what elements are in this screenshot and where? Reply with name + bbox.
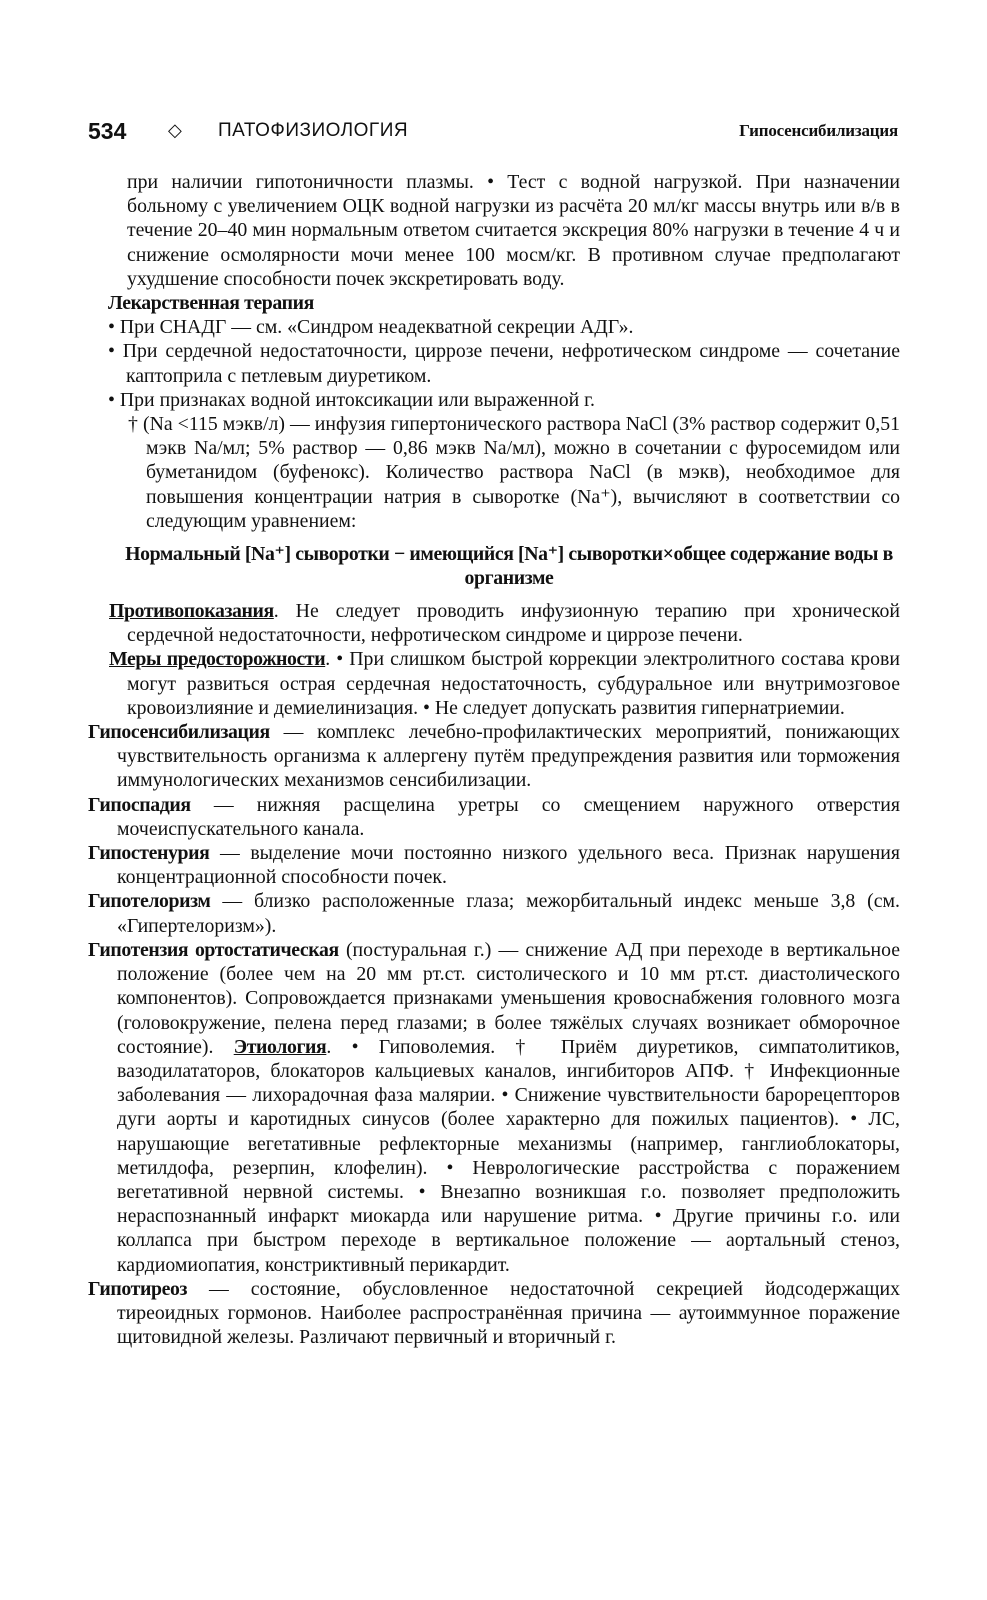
- therapy-item: • При сердечной недостаточности, циррозе печени, нефротическом синдроме — сочетание каптоприла с петлевым диуретиком.: [108, 340, 900, 387]
- entry-term: Гипостенурия: [88, 842, 210, 865]
- dictionary-entry: [88, 889, 900, 937]
- dictionary-entry: [88, 1277, 900, 1350]
- entry-term: Гипотелоризм: [88, 890, 211, 913]
- entry-text: — нижняя расщелина уретры со смещением наружного отверстия мочеиспускательного канала.: [117, 793, 900, 840]
- continuation-paragraph: при наличии гипотоничности плазмы. • Тест с водной нагрузкой. При назначении больному с увеличением ОЦК водной нагрузки из расчёта 20 мл/кг массы внутрь или в/в в течение 20–40 мин нормальным ответом считается экскреция 80% нагрузки в течение 4 ч и снижение осмолярности мочи менее 100 мосм/кг. В противном случае предполагают ухудшение способности почек экскретировать воду.: [127, 171, 900, 290]
- precautions-label: Меры предосторожности: [109, 648, 326, 671]
- section-title: ПАТОФИЗИОЛОГИЯ: [218, 120, 409, 141]
- etiology-label: Этиология: [233, 1035, 327, 1058]
- entry-term: Гипоспадия: [88, 793, 191, 816]
- precautions-text: . • При слишком быстрой коррекции электролитного состава крови могут развиться острая сердечная недостаточность, субдуральное или внутримозговое кровоизлияние и демиелинизация. • Не следует допускать развития гипернатриемии.: [127, 648, 900, 719]
- contraindications-paragraph: [88, 599, 900, 647]
- contraindications-text: . Не следует проводить инфузионную терапию при хронической сердечной недостаточности, нефротическом синдроме и циррозе печени.: [127, 600, 900, 647]
- sodium-formula: Нормальный [Na⁺] сыворотки − имеющийся [Na⁺] сыворотки×общее содержание воды в организме: [125, 543, 893, 590]
- dictionary-entry: [88, 841, 900, 889]
- page-header: [88, 118, 898, 146]
- entry-text: (постуральная г.) — снижение АД при переходе в вертикальное положение (более чем на 20 мм рт.ст. систолического и 10 мм рт.ст. диастолического компонентов). Сопровождается признаками уменьшения кровоснабжения головного мозга (головокружение, пелена перед глазами; в более тяжёлых случаях возникает обморочное состояние).: [117, 938, 900, 1058]
- diamond-icon: ◇: [168, 120, 182, 141]
- therapy-subitem: † (Na <115 мэкв/л) — инфузия гипертонического раствора NaCl (3% раствор содержит 0,51 мэкв Na/мл; 5% раствор — 0,86 мэкв Na/мл), можно в сочетании с фуросемидом или буметанидом (буфенокс). Количество раствора NaCl (в мэкв), необходимое для повышения концентрации натрия в сыворотке (Na⁺), вычисляют в соответствии со следующим уравнением:: [128, 413, 900, 532]
- entry-text: — близко расположенные глаза; межорбитальный индекс меньше 3,8 (см. «Гипертелоризм»).: [117, 890, 900, 937]
- entry-term: Гипотиреоз: [88, 1277, 187, 1300]
- entry-term: Гипосенсибилизация: [88, 721, 270, 744]
- running-head: Гипосенсибилизация: [739, 121, 898, 140]
- contraindications-label: Противопоказания: [109, 600, 274, 623]
- entry-text: — выделение мочи постоянно низкого удельного веса. Признак нарушения концентрационной способности почек.: [117, 842, 900, 889]
- page-number: 534: [88, 118, 127, 144]
- drug-therapy-heading: Лекарственная терапия: [108, 292, 314, 315]
- entry-text: — состояние, обусловленное недостаточной секрецией йодсодержащих тиреоидных гормонов. Наиболее распространённая причина — аутоиммунное поражение щитовидной железы. Различают первичный и вторичный г.: [117, 1277, 900, 1349]
- dictionary-entry: [88, 720, 900, 793]
- precautions-paragraph: [88, 647, 900, 720]
- therapy-item: • При признаках водной интоксикации или выраженной г.: [108, 388, 595, 411]
- entry-term: Гипотензия ортостатическая: [88, 938, 339, 961]
- entry-text: — комплекс лечебно-профилактических мероприятий, понижающих чувствительность организма к аллергену путём предупреждения развития или торможения иммунологических механизмов сенсибилизации.: [117, 721, 900, 792]
- page-body: [88, 170, 900, 1349]
- entry-text-etiology: . • Гиповолемия. † Приём диуретиков, симпатолитиков, вазодилататоров, блокаторов кальциевых каналов, ингибиторов АПФ. † Инфекционные заболевания — лихорадочная фаза малярии. • Снижение чувствительности барорецепторов дуги аорты и каротидных синусов (более характерно для пожилых пациентов). • ЛС, нарушающие вегетативные рефлекторные механизмы (например, ганглиоблокаторы, метилдофа, резерпин, клофелин). • Неврологические расстройства с поражением вегетативной нервной системы. • Внезапно возникшая г.о. позволяет предположить нераспознанный инфаркт миокарда или нарушение ритма. • Другие причины г.о. или коллапса при быстром переходе в вертикальное положение — аортальный стеноз, кардиомиопатия, констриктивный перикардит.: [117, 1035, 900, 1276]
- dictionary-entry: [88, 938, 900, 1277]
- dictionary-entry: [88, 793, 900, 841]
- therapy-item: • При СНАДГ — см. «Синдром неадекватной секреции АДГ».: [108, 316, 634, 339]
